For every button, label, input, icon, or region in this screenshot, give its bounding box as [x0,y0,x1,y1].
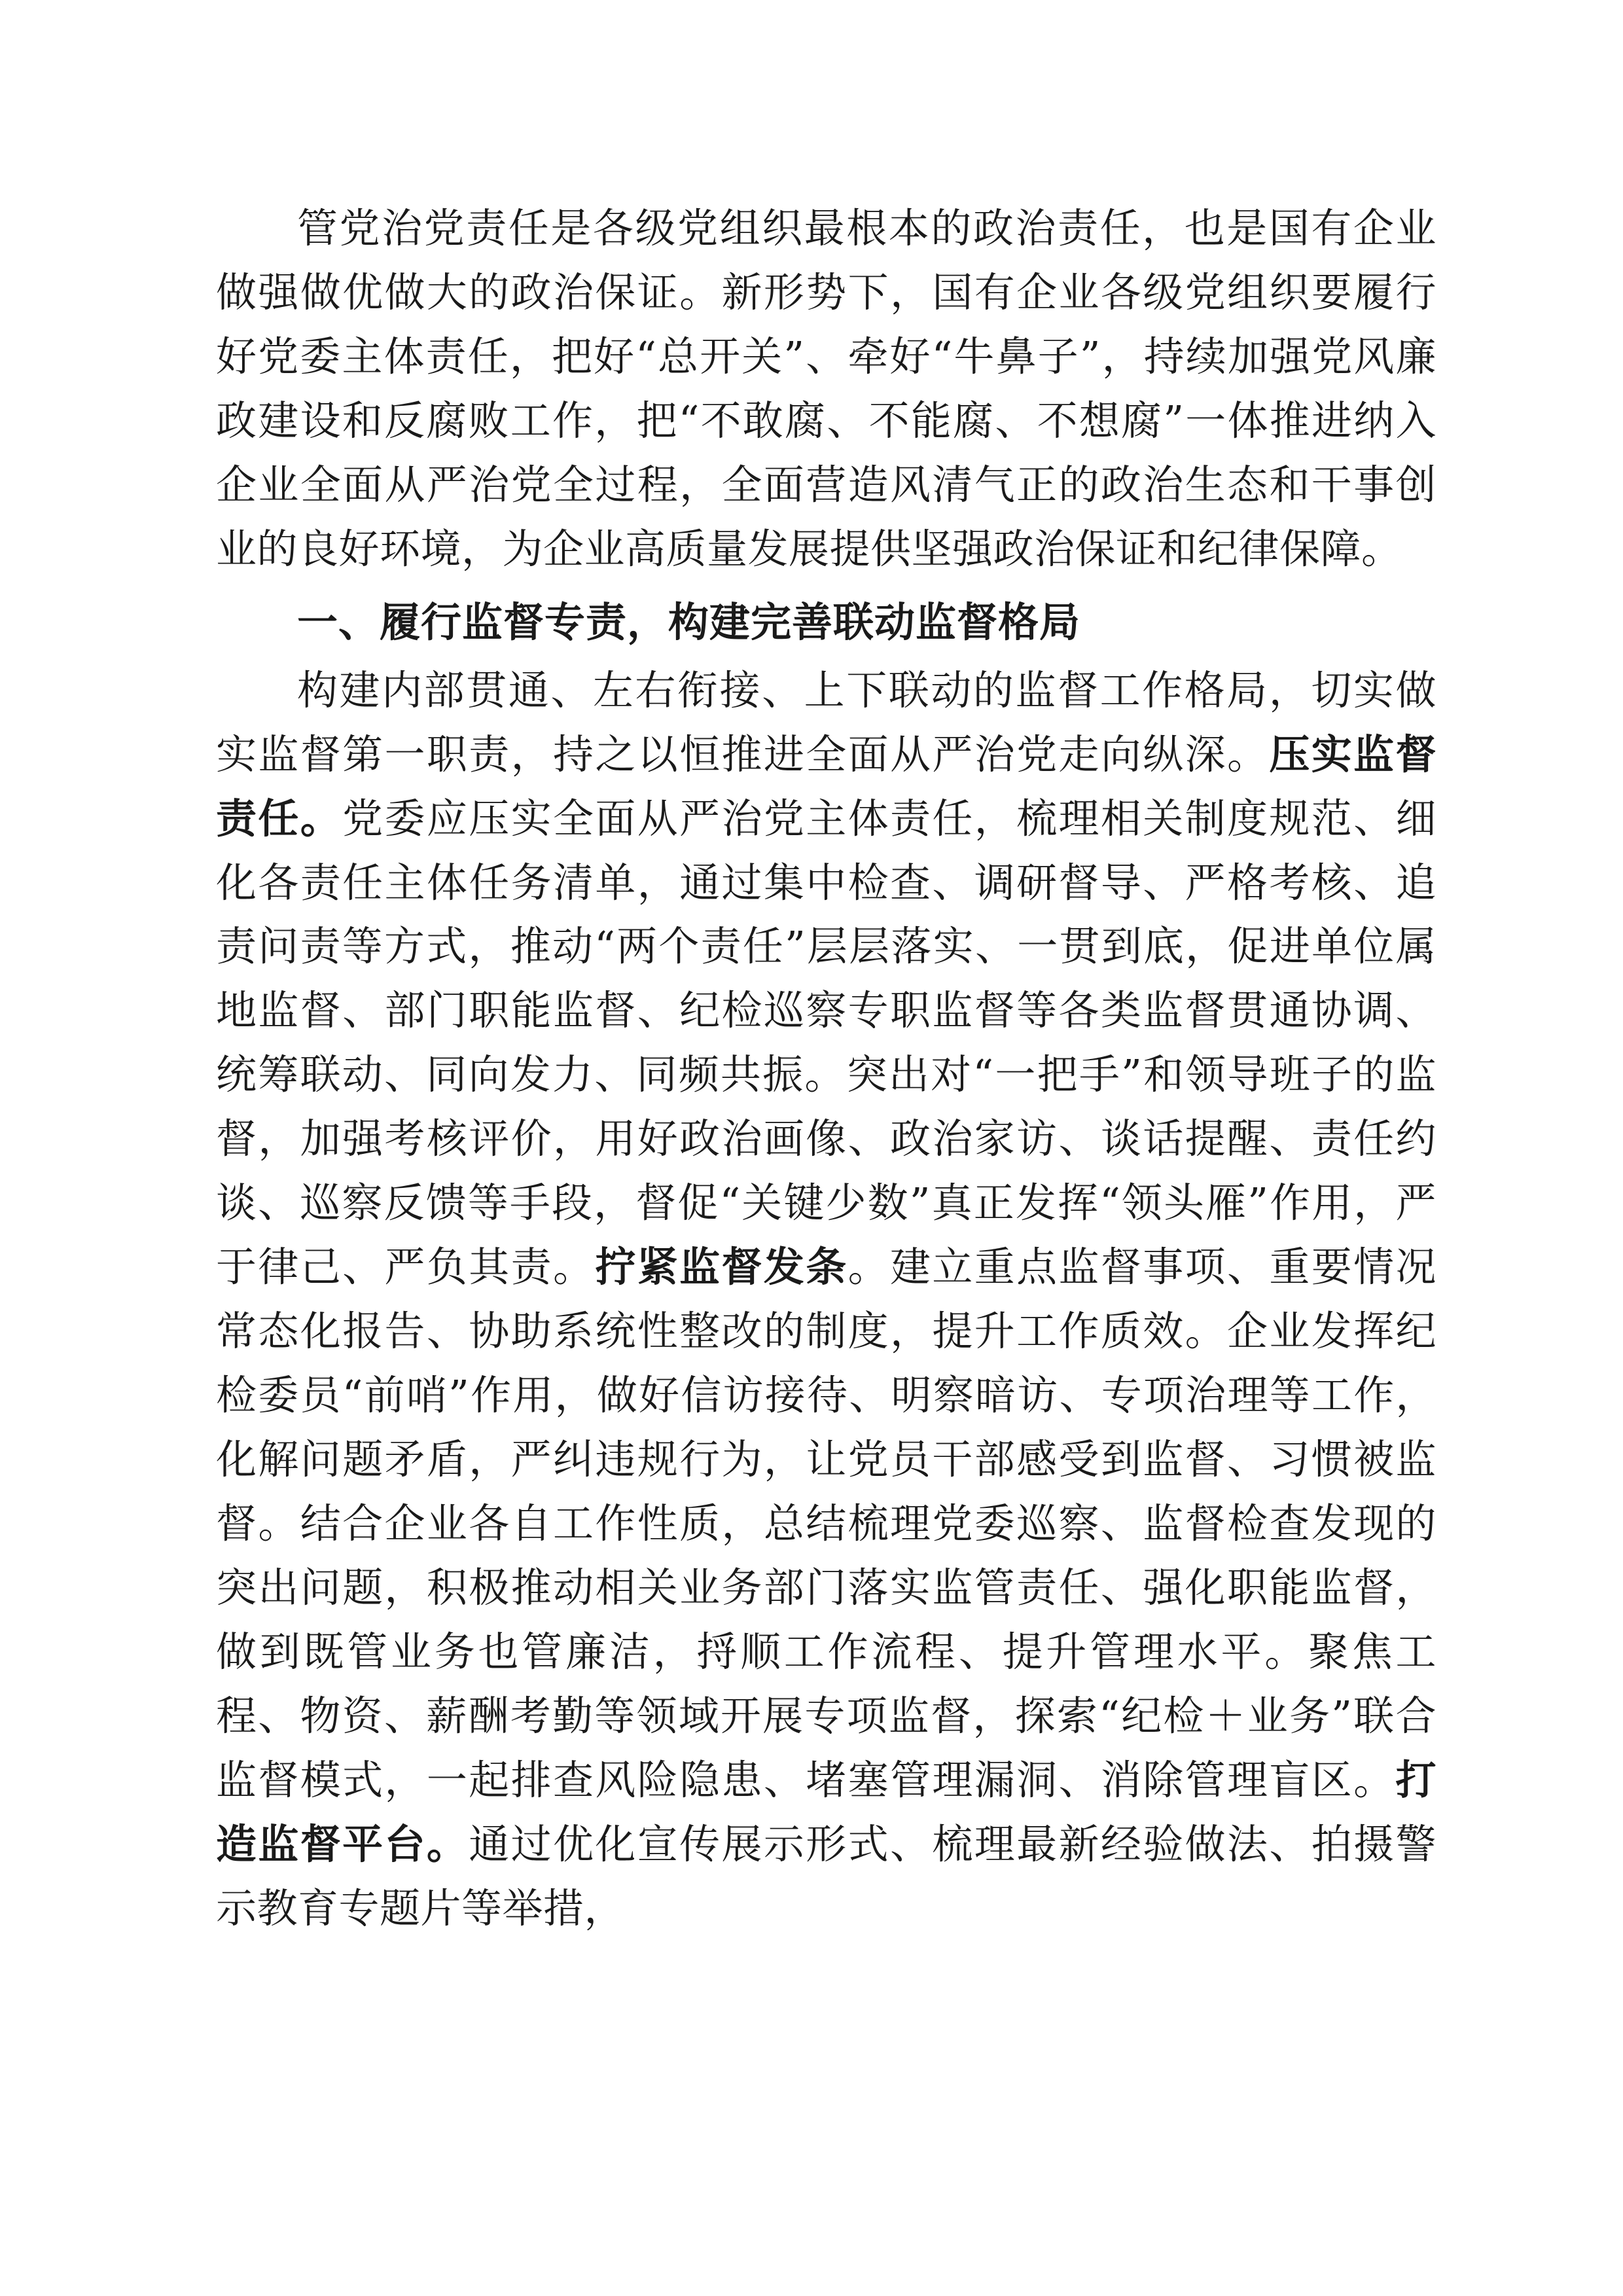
body-paragraph [216,196,1436,581]
text-run: 构建内部贯通、左右衔接、上下联动的监督工作格局，切实做实监督第一职责，持之以恒推进全面从严治党走向纵深。 [216,666,1436,778]
emphasis-run: 拧紧监督发条 [595,1243,848,1291]
document-body [216,196,1436,1941]
text-run: 管党治党责任是各级党组织最根本的政治责任，也是国有企业做强做优做大的政治保证。新形势下，国有企业各级党组织要履行好党委主体责任，把好“总开关”、牵好“牛鼻子”，持续加强党风廉政建设和反腐败工作，把“不敢腐、不能腐、不想腐”一体推进纳入企业全面从严治党全过程，全面营造风清气正的政治生态和干事创业的良好环境，为企业高质量发展提供坚强政治保证和纪律保障。 [216,204,1436,573]
emphasis-run: 打造监督平台。 [216,1755,1436,1868]
body-paragraph [216,658,1436,1941]
text-run: 。建立重点监督事项、重要情况常态化报告、协助系统性整改的制度，提升工作质效。企业发挥纪检委员“前哨”作用，做好信访接待、明察暗访、专项治理等工作，化解问题矛盾，严纠违规行为，让党员干部感受到监督、习惯被监督。结合企业各自工作性质，总结梳理党委巡察、监督检查发现的突出问题，积极推动相关业务部门落实监管责任、强化职能监督，做到既管业务也管廉洁，捋顺工作流程、提升管理水平。聚焦工程、物资、薪酬考勤等领域开展专项监督，探索“纪检＋业务”联合监督模式，一起排查风险隐患、堵塞管理漏洞、消除管理盲区。 [216,1243,1436,1804]
emphasis-run: 压实监督责任。 [216,730,1436,842]
text-run: 通过优化宣传展示形式、梳理最新经验做法、拍摄警示教育专题片等举措， [216,1820,1436,1932]
emphasis-run: 一、履行监督专责，构建完善联动监督格局 [297,598,1081,646]
text-run: 党委应压实全面从严治党主体责任，梳理相关制度规范、细化各责任主体任务清单，通过集中检查、调研督导、严格考核、追责问责等方式，推动“两个责任”层层落实、一贯到底，促进单位属地监督、部门职能监督、纪检巡察专职监督等各类监督贯通协调、统筹联动、同向发力、同频共振。突出对“一把手”和领导班子的监督，加强考核评价，用好政治画像、政治家访、谈话提醒、责任约谈、巡察反馈等手段，督促“关键少数”真正发挥“领头雁”作用，严于律己、严负其责。 [216,794,1436,1291]
section-heading [216,590,1436,655]
